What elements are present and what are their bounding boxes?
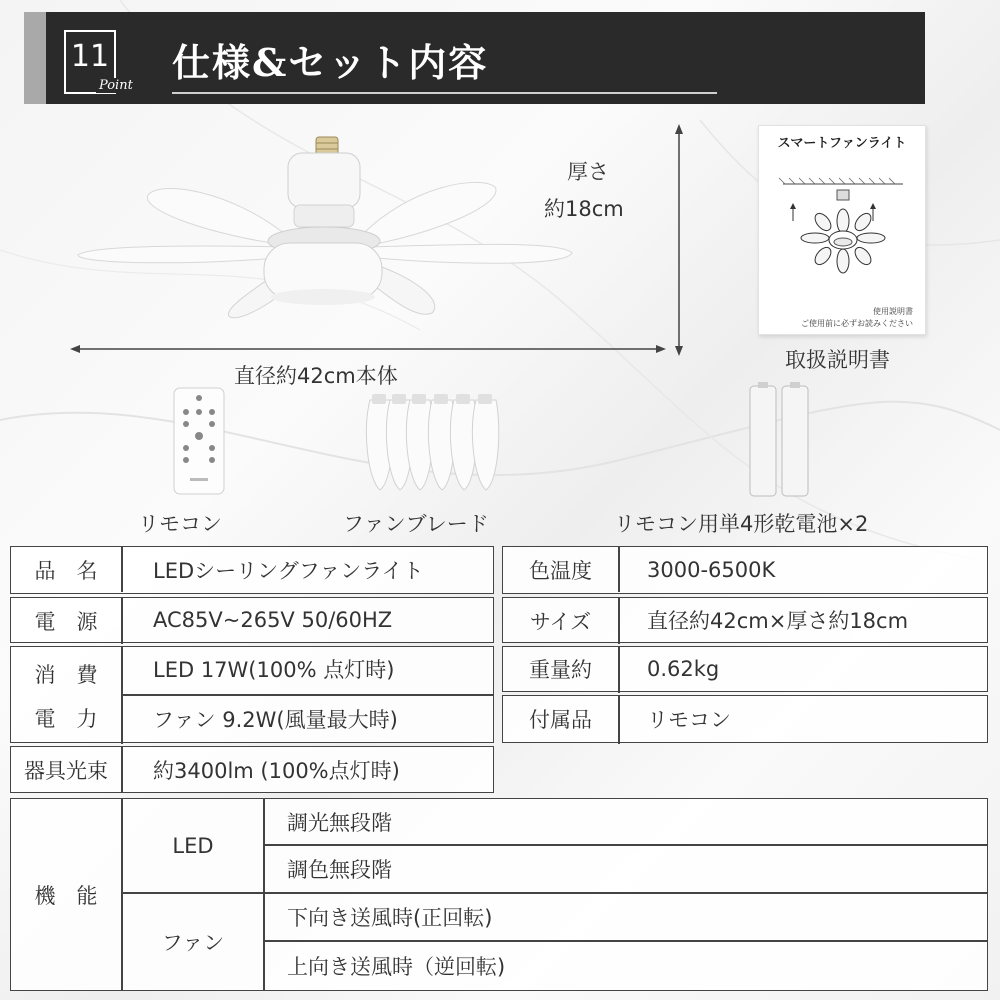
thickness-value: 約18cm — [544, 197, 624, 221]
accessory-value: リモコン — [647, 708, 731, 732]
manual-footer-title: 使用説明書 — [873, 307, 913, 316]
features-fan-item: 下向き送風時(正回転) — [287, 906, 493, 930]
remote-control-image — [168, 386, 230, 498]
product-name-label: 品 名 — [34, 558, 98, 583]
spec-row-size — [502, 597, 988, 643]
spec-row-product-name — [10, 546, 494, 594]
spec-row-weight — [502, 646, 988, 692]
page-title: 仕様&セット内容 — [172, 40, 489, 85]
weight-label: 重量約 — [529, 658, 592, 682]
spec-row-flux — [10, 746, 494, 793]
spec-row-consumption — [10, 646, 494, 743]
accessory-label: 付属品 — [529, 708, 592, 732]
fan-blades-image — [362, 390, 512, 495]
instruction-manual-card — [758, 125, 926, 335]
blades-caption: ファンブレード — [343, 512, 489, 536]
consumption-label-2: 電 力 — [34, 707, 98, 731]
features-label: 機 能 — [34, 883, 98, 908]
consumption-fan-value: ファン 9.2W(風量最大時) — [153, 708, 398, 732]
consumption-label-1: 消 費 — [34, 663, 98, 687]
remote-caption: リモコン — [138, 512, 222, 536]
manual-title: スマートファンライト — [777, 136, 907, 151]
batteries-image — [744, 380, 814, 500]
features-led-item: 調光無段階 — [287, 810, 392, 835]
flux-label: 器具光束 — [24, 759, 108, 783]
features-led-item: 調色無段階 — [287, 858, 392, 882]
spec-row-color-temp — [502, 546, 988, 594]
manual-caption: 取扱説明書 — [785, 348, 890, 372]
diameter-label: 直径約42cm本体 — [234, 364, 398, 388]
features-fan-label: ファン — [161, 931, 225, 955]
manual-fan-diagram — [773, 176, 913, 296]
batteries-caption: リモコン用単4形乾電池×2 — [614, 512, 869, 536]
spec-row-accessory — [502, 695, 988, 743]
product-name-value: LEDシーリングファンライト — [153, 558, 424, 583]
flux-value: 約3400lm (100%点灯時) — [153, 759, 400, 783]
power-value: AC85V~265V 50/60HZ — [153, 607, 393, 632]
manual-footer-note: ご使用前に必ずお読みください — [801, 319, 913, 328]
point-number: 11 — [70, 39, 110, 74]
power-label: 電 源 — [34, 610, 98, 634]
point-label: Point — [96, 78, 136, 93]
color-temp-value: 3000-6500K — [647, 557, 776, 582]
color-temp-label: 色温度 — [529, 558, 592, 583]
features-table — [10, 798, 988, 991]
consumption-led-value: LED 17W(100% 点灯時) — [153, 658, 395, 682]
features-fan-item: 上向き送風時（逆回転) — [287, 955, 506, 979]
spec-row-power — [10, 597, 494, 643]
size-label: サイズ — [529, 610, 592, 634]
weight-value: 0.62kg — [647, 657, 720, 681]
thickness-label: 厚さ — [567, 160, 609, 184]
size-value: 直径約42cm×厚さ約18cm — [647, 608, 909, 633]
features-led-label: LED — [172, 833, 214, 858]
